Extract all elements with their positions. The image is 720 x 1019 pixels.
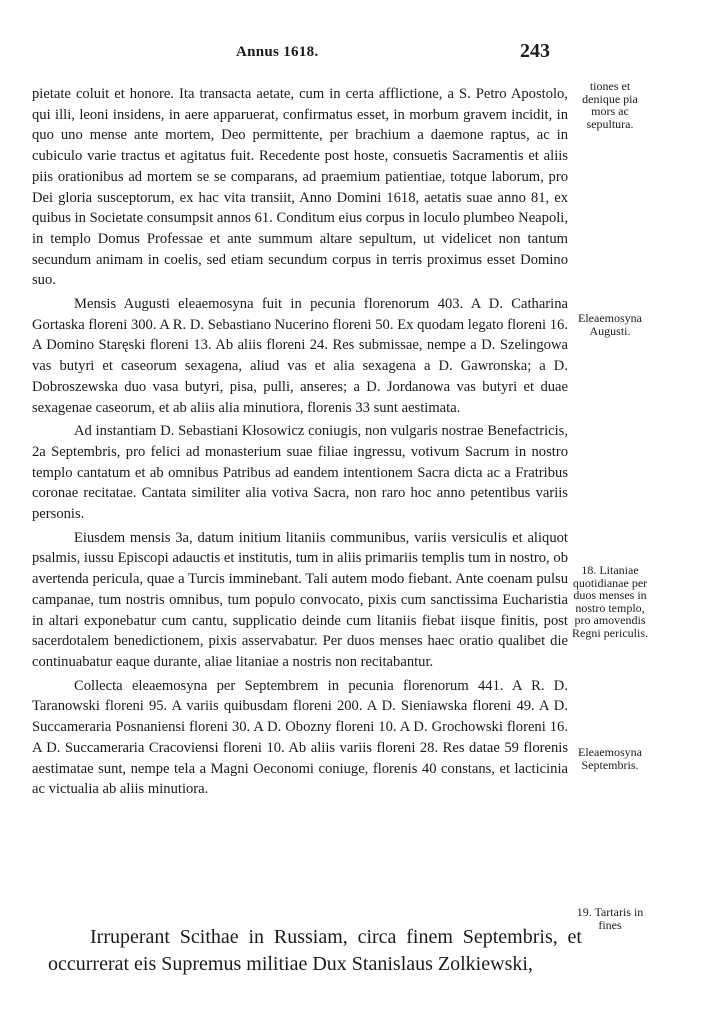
paragraph-alms-august: Mensis Augusti eleaemosyna fuit in pecunia florenorum 403. A D. Catharina Gortaska floreni 300. A R. D. Sebastiano Nucerino floreni 50. Ex quodam legato floreni 16. A Domino Staręski floreni 13. Ab aliis floreni 24. Res submissae, nempe a D. Szelingowa vas butyri et caseorum sexagena, aliud vas et alia sexagena a D. Gawronska; a D. Dobroszewska duo vasa butyri, pisa, pulli, anseres; a D. Jordanowa vas butyri et duae sexagenae caseorum, et ab aliis alia minutiora, florenis 33 sunt aestimata. (32, 296, 568, 416)
paragraph-scythians: Irruperant Scithae in Russiam, circa finem Septembris, et occurrerat eis Supremus militiae Dux Stanislaus Zolkiewski, (48, 926, 582, 975)
margin-note-litanies: 18. Litaniae quotidianae per duos menses in nostro templo, pro amovendis Regni periculis. (572, 563, 648, 640)
paragraph-votive-mass: Ad instantiam D. Sebastiani Kłosowicz coniugis, non vulgaris nostrae Benefactricis, 2a Septembris, pro felici ad monasterium suae filiae ingressu, votivum Sacrum in nostro templo cantatum et ab omnibus Patribus ad eandem intentionem Sacra dicta ac a Fratribus coronae recitatae. Cantata similiter alia votiva Sacra, non raro hoc anno petentibus variis personis. (32, 423, 568, 523)
paragraph-litanies: Eiusdem mensis 3a, datum initium litaniis communibus, variis versiculis et aliquot psalmis, iussu Episcopi adauctis et institutis, tum in aliis primariis templis tum in nostro, ob avertenda pericula, quae a Turcis imminebant. Tali autem modo fiebant. Ante coenam pulsu campanae, tum nostris omnibus, tum populo convocato, pixis cum sanctissima Eucharistia in altari exponebatur cum cantu, supplicatio deinde cum litaniis fiebat iisque finitis, post sacerdotalem benedictionem, pixis asservabatur. Per duos menses haec oratio qualibet die continuabatur eaque durante, aliae litaniae a nostris non recitabantur. (32, 529, 568, 670)
running-head (0, 40, 720, 64)
margin-note-death: tiones et denique pia mors ac sepultura. (582, 79, 638, 131)
main-text-column (32, 84, 568, 800)
running-title: Annus 1618. (236, 44, 319, 60)
margin-note-alms-august: Eleaemosyna Augusti. (578, 311, 642, 338)
page-number: 243 (520, 40, 550, 62)
paragraph-alms-september: Collecta eleaemosyna per Septembrem in pecunia florenorum 441. A R. D. Taranowski floreni 95. A variis quibusdam floreni 200. A D. Sieniawska floreni 49. A D. Succameraria Posnaniensi floreni 30. A D. Obozny floreni 10. A D. Grochowski floreni 16. A D. Succameraria Cracoviensi floreni 10. Ab aliis variis floreni 28. Res datae 59 florenis aestimatae sunt, nempe tela a Magni Oeconomi coniuge, florenis 40 constans, et lacticinia ac victualia ab aliis minutiora. (32, 677, 568, 798)
margin-note-alms-september: Eleaemosyna Septembris. (578, 745, 642, 772)
paragraph-obituary-end: pietate coluit et honore. Ita transacta aetate, cum in certa afflictione, a S. Petro Apostolo, qui illi, leoni insidens, in aere apparuerat, confirmatus esset, in morbum gravem incidit, in quo uno mense ante mortem, Deo permittente, per brachium a daemone raptus, ac in cubiculo varie tractus et agitatus fuit. Recedente post hoste, consuetis Sacramentis et aliis piis orationibus ad mortem se se comparans, ad praemium patientiae, totque laborum, pro Dei gloria susceptorum, ex hac vita transiit, Anno Domini 1618, aetatis suae anno 81, ex quibus in Societate consumpsit annos 61. Conditum eius corpus in loculo plumbeo Neapoli, in templo Domus Professae et ante summum altare sepultum, ut videlicet non tantum secundum animam in coelis, sed etiam secundum corpus in terris proximus esset Domino suo. (32, 86, 568, 289)
margin-note-tartars: 19. Tartaris in fines (576, 905, 644, 932)
